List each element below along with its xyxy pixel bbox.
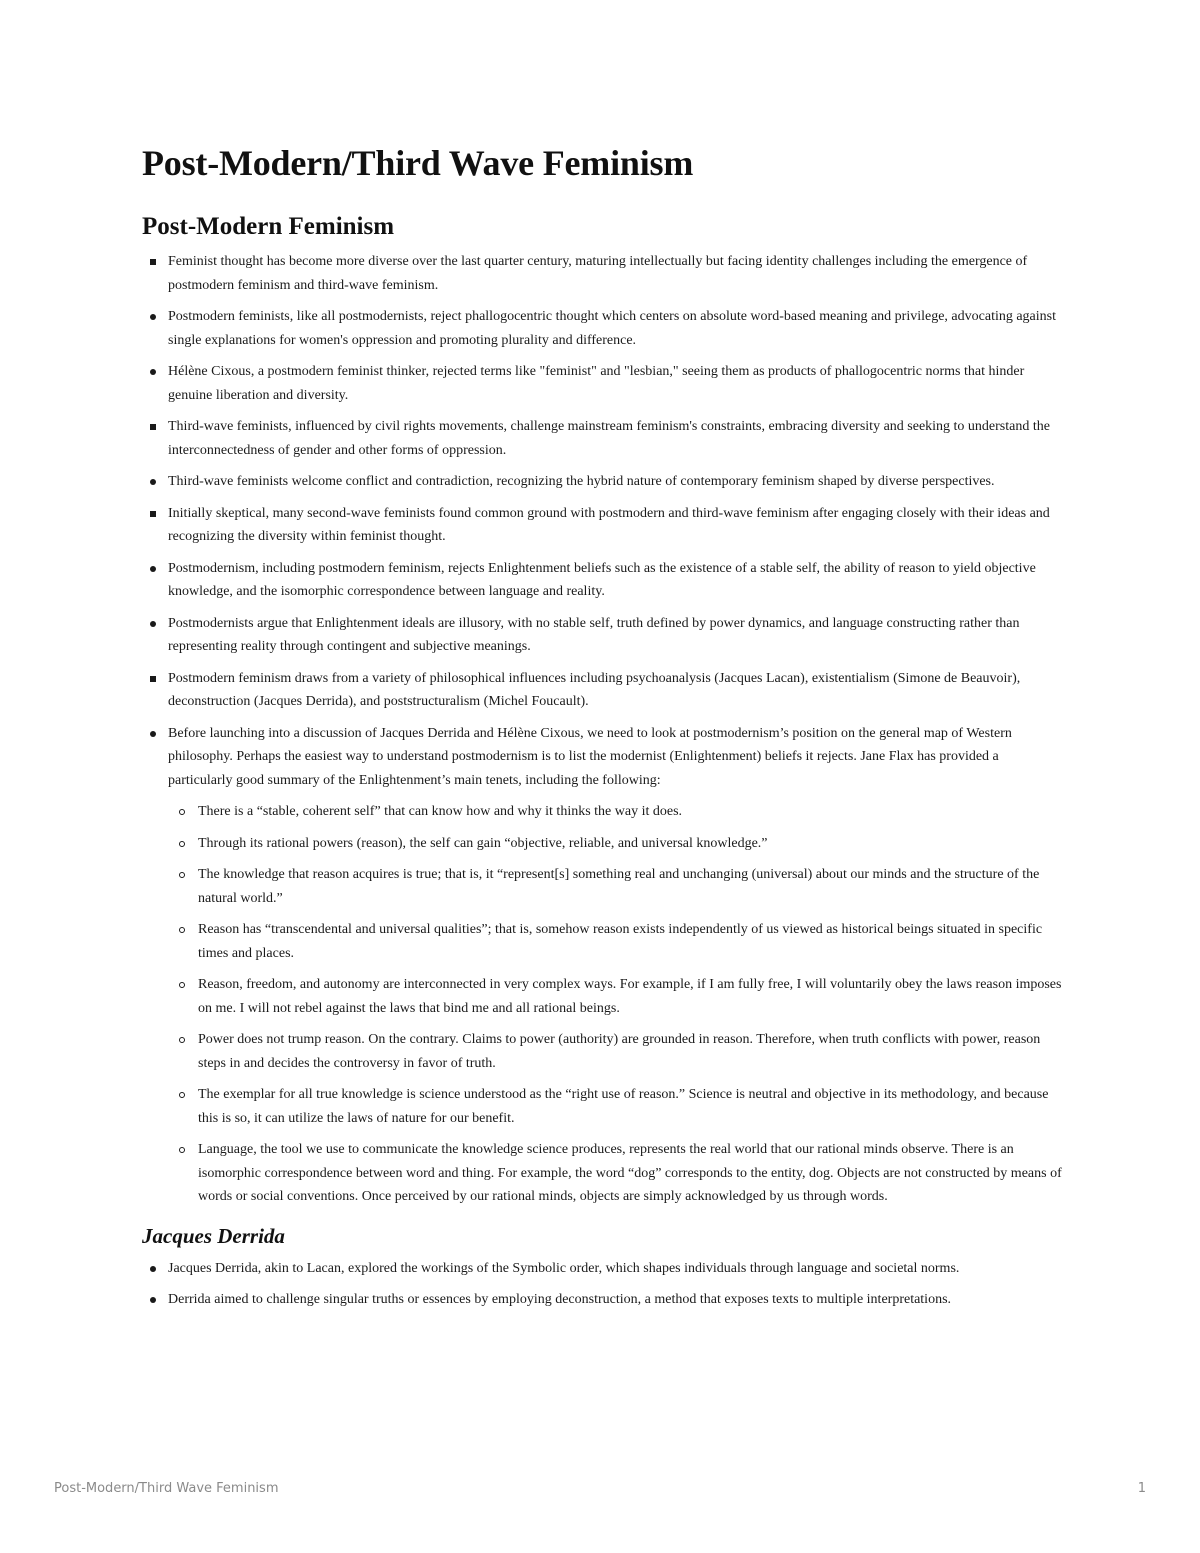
sub-list-item — [168, 1138, 1062, 1209]
disc-bullet-icon — [150, 1266, 156, 1272]
list-item — [142, 1288, 1062, 1312]
sub-list-item-text: There is a “stable, coherent self” that can know how and why it thinks the way it does. — [198, 804, 683, 819]
square-bullet-icon — [150, 424, 156, 430]
list-item-text: Third-wave feminists welcome conflict and contradiction, recognizing the hybrid nature of contemporary feminism shaped by diverse perspectives. — [168, 474, 995, 489]
sub-list-item — [168, 1083, 1062, 1130]
list-item-text: Derrida aimed to challenge singular truths or essences by employing deconstruction, a method that exposes texts to multiple interpretations. — [168, 1292, 952, 1307]
sub-list-item-text: The knowledge that reason acquires is true; that is, it “represent[s] something real and unchanging (universal) about our minds and the structure of the natural world.” — [198, 867, 1040, 906]
list-item — [142, 415, 1062, 462]
circle-bullet-icon — [179, 1147, 185, 1153]
section-postmodern-feminism — [142, 210, 1062, 1209]
section-heading: Post-Modern Feminism — [142, 213, 395, 240]
circle-bullet-icon — [179, 1037, 185, 1043]
disc-bullet-icon — [150, 1297, 156, 1303]
list-item-text: Third-wave feminists, influenced by civil rights movements, challenge mainstream feminism's constraints, embracing diversity and seeking to understand the interconnectedness of gender and other forms of oppression. — [168, 419, 1050, 458]
list-item — [142, 667, 1062, 714]
list-item-text: Postmodern feminism draws from a variety of philosophical influences including psychoanalysis (Jacques Lacan), existentialism (Simone de Beauvoir), deconstruction (Jacques Derrida), and poststructuralism (Michel Foucault). — [168, 670, 1021, 709]
list-item — [142, 557, 1062, 604]
circle-bullet-icon — [179, 1092, 185, 1098]
list-item-text: Postmodern feminists, like all postmodernists, reject phallogocentric thought which centers on absolute word-based meaning and privilege, advocating against single explanations for women's oppression and promoting plurality and difference. — [168, 309, 1057, 348]
footer-page-number: 1 — [1137, 1481, 1146, 1496]
sub-list-item — [168, 800, 1062, 824]
sub-list-item — [168, 863, 1062, 910]
disc-bullet-icon — [150, 731, 156, 737]
list-item — [142, 502, 1062, 549]
bullet-list — [142, 1257, 1062, 1312]
sub-list-item-text: Power does not trump reason. On the contrary. Claims to power (authority) are grounded in reason. Therefore, when truth conflicts with power, reason steps in and decides the controversy in favor of truth. — [198, 1032, 1041, 1071]
section-jacques-derrida — [142, 1221, 1062, 1312]
list-item-text: Initially skeptical, many second-wave feminists found common ground with postmodern and third-wave feminism after engaging closely with their ideas and recognizing the diversity within feminist thought. — [168, 505, 1050, 544]
list-item-text: Postmodernists argue that Enlightenment ideals are illusory, with no stable self, truth defined by power dynamics, and language constructing rather than representing reality through contingent and subjective meanings. — [168, 615, 1020, 654]
sub-list-item-text: Through its rational powers (reason), the self can gain “objective, reliable, and universal knowledge.” — [198, 835, 768, 851]
list-item-text: Before launching into a discussion of Jacques Derrida and Hélène Cixous, we need to look at postmodernism’s position on the general map of Western philosophy. Perhaps the easiest way to understand postmodernism is to list the modernist (Enlightenment) beliefs it rejects. Jane Flax has provided a particularly good summary of the Enlightenment’s main tenets, including the following: — [168, 725, 1012, 788]
list-item — [142, 612, 1062, 659]
disc-bullet-icon — [150, 566, 156, 572]
list-item — [142, 250, 1062, 297]
square-bullet-icon — [150, 259, 156, 265]
list-item-text: Jacques Derrida, akin to Lacan, explored the workings of the Symbolic order, which shapes individuals through language and societal norms. — [168, 1260, 960, 1276]
circle-bullet-icon — [179, 982, 185, 988]
sub-list-item — [168, 832, 1062, 856]
sub-list-item — [168, 918, 1062, 965]
sub-list-item-text: The exemplar for all true knowledge is science understood as the “right use of reason.” Science is neutral and objective in its methodology, and because this is so, it can utilize the laws of nature for our benefit. — [198, 1087, 1049, 1126]
square-bullet-icon — [150, 676, 156, 682]
sub-list-item — [168, 973, 1062, 1020]
list-item — [142, 360, 1062, 407]
circle-bullet-icon — [179, 927, 185, 933]
bullet-list — [142, 250, 1062, 1209]
disc-bullet-icon — [150, 369, 156, 375]
sub-bullet-list — [168, 800, 1062, 1209]
list-item — [142, 470, 1062, 494]
list-item — [142, 1257, 1062, 1281]
circle-bullet-icon — [179, 841, 185, 847]
document-body — [142, 138, 1062, 1320]
disc-bullet-icon — [150, 479, 156, 485]
disc-bullet-icon — [150, 314, 156, 320]
page-title: Post-Modern/Third Wave Feminism — [142, 143, 694, 183]
sub-list-item-text: Language, the tool we use to communicate the knowledge science produces, represents the real world that our rational minds observe. There is an isomorphic correspondence between word and thing. For example, the word “dog” corresponds to the entity, dog. Objects are not constructed by means of words or social conventions. Once perceived by our rational minds, objects are simply acknowledged by us through words. — [198, 1142, 1062, 1204]
sub-list-item — [168, 1028, 1062, 1075]
list-item — [142, 305, 1062, 352]
list-item-text: Hélène Cixous, a postmodern feminist thinker, rejected terms like "feminist" and "lesbian," seeing them as products of phallogocentric norms that hinder genuine liberation and diversity. — [168, 364, 1025, 403]
sub-list-item-text: Reason, freedom, and autonomy are interconnected in very complex ways. For example, if I am fully free, I will voluntarily obey the laws reason imposes on me. I will not rebel against the laws that bind me and all rational beings. — [198, 977, 1062, 1016]
disc-bullet-icon — [150, 621, 156, 627]
footer-document-title: Post-Modern/Third Wave Feminism — [54, 1481, 279, 1496]
circle-bullet-icon — [179, 809, 185, 815]
circle-bullet-icon — [179, 872, 185, 878]
list-item — [142, 722, 1062, 1209]
subsection-heading: Jacques Derrida — [142, 1223, 285, 1248]
list-item-text: Feminist thought has become more diverse over the last quarter century, maturing intellectually but facing identity challenges including the emergence of postmodern feminism and third-wave feminism. — [168, 254, 1028, 293]
list-item-text: Postmodernism, including postmodern feminism, rejects Enlightenment beliefs such as the existence of a stable self, the ability of reason to yield objective knowledge, and the isomorphic correspondence between language and reality. — [168, 560, 1036, 599]
square-bullet-icon — [150, 511, 156, 517]
sub-list-item-text: Reason has “transcendental and universal qualities”; that is, somehow reason exists independently of us viewed as historical beings situated in specific times and places. — [198, 922, 1043, 961]
